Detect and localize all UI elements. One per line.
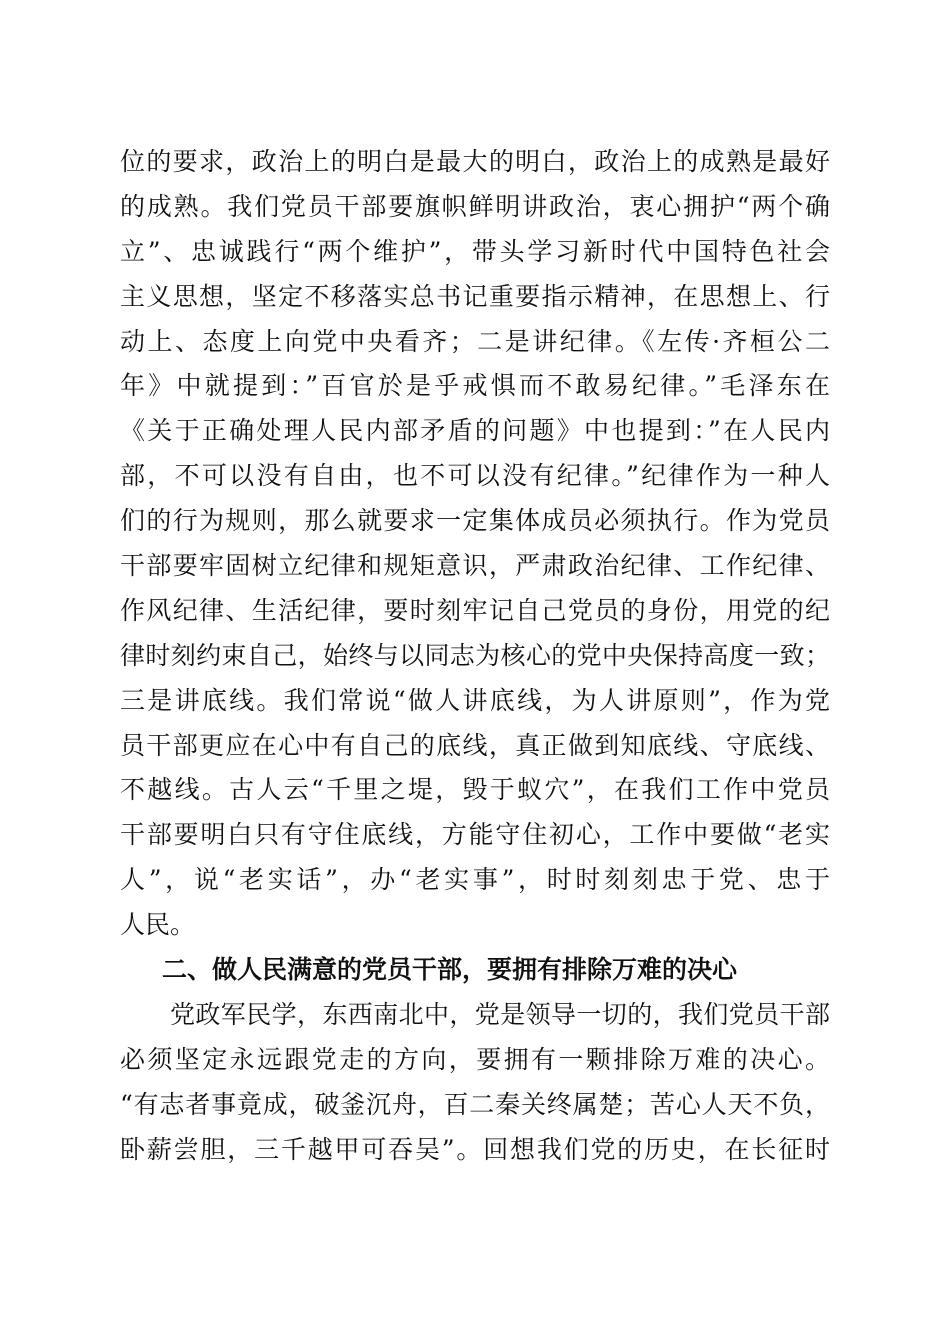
text-line: 年》中就提到：”百官於是乎戒惧而不敢易纪律。”毛泽东在 bbox=[120, 371, 830, 401]
text-line: 必须坚定永远跟党走的方向，要拥有一颗排除万难的决心。 bbox=[120, 1044, 830, 1074]
text-line: 不越线。古人云“千里之堤，毁于蚁穴”，在我们工作中党员 bbox=[120, 775, 830, 805]
text-line: 人”，说“老实话”，办“老实事”，时时刻刻忠于党、忠于 bbox=[120, 865, 830, 895]
document-page bbox=[120, 140, 830, 1172]
paragraph-2 bbox=[120, 993, 830, 1173]
text-line: 干部要牢固树立纪律和规矩意识，严肃政治纪律、工作纪律、 bbox=[120, 551, 830, 581]
text-line: 立”、忠诚践行“两个维护”，带头学习新时代中国特色社会 bbox=[120, 236, 830, 266]
text-line: 三是讲底线。我们常说“做人讲底线，为人讲原则”，作为党 bbox=[120, 685, 830, 715]
text-line: 人民。 bbox=[120, 910, 196, 940]
text-line: “有志者事竟成，破釜沉舟，百二秦关终属楚；苦心人天不负， bbox=[120, 1089, 830, 1119]
text-line: 员干部更应在心中有自己的底线，真正做到知底线、守底线、 bbox=[120, 730, 830, 760]
text-line: 动上、态度上向党中央看齐；二是讲纪律。《左传·齐桓公二 bbox=[120, 326, 830, 356]
text-line: 们的行为规则，那么就要求一定集体成员必须执行。作为党员 bbox=[120, 506, 830, 536]
text-line: 党政军民学，东西南北中，党是领导一切的，我们党员干部 bbox=[170, 999, 830, 1029]
text-line: 的成熟。我们党员干部要旗帜鲜明讲政治，衷心拥护“两个确 bbox=[120, 191, 830, 221]
text-line: 主义思想，坚定不移落实总书记重要指示精神，在思想上、行 bbox=[120, 281, 830, 311]
text-line: 部，不可以没有自由，也不可以没有纪律。”纪律作为一种人 bbox=[120, 461, 830, 491]
text-line: 《关于正确处理人民内部矛盾的问题》中也提到：”在人民内 bbox=[120, 416, 830, 446]
text-line: 位的要求，政治上的明白是最大的明白，政治上的成熟是最好 bbox=[120, 147, 830, 176]
section-heading: 二、做人民满意的党员干部，要拥有排除万难的决心 bbox=[162, 955, 738, 985]
text-line: 卧薪尝胆，三千越甲可吞吴”。回想我们党的历史，在长征时 bbox=[120, 1134, 830, 1164]
text-line: 干部要明白只有守住底线，方能守住初心，工作中要做“老实 bbox=[120, 820, 830, 850]
text-line: 作风纪律、生活纪律，要时刻牢记自己党员的身份，用党的纪 bbox=[120, 595, 830, 625]
text-line: 律时刻约束自己，始终与以同志为核心的党中央保持高度一致； bbox=[120, 640, 830, 670]
paragraph-1 bbox=[120, 140, 830, 948]
